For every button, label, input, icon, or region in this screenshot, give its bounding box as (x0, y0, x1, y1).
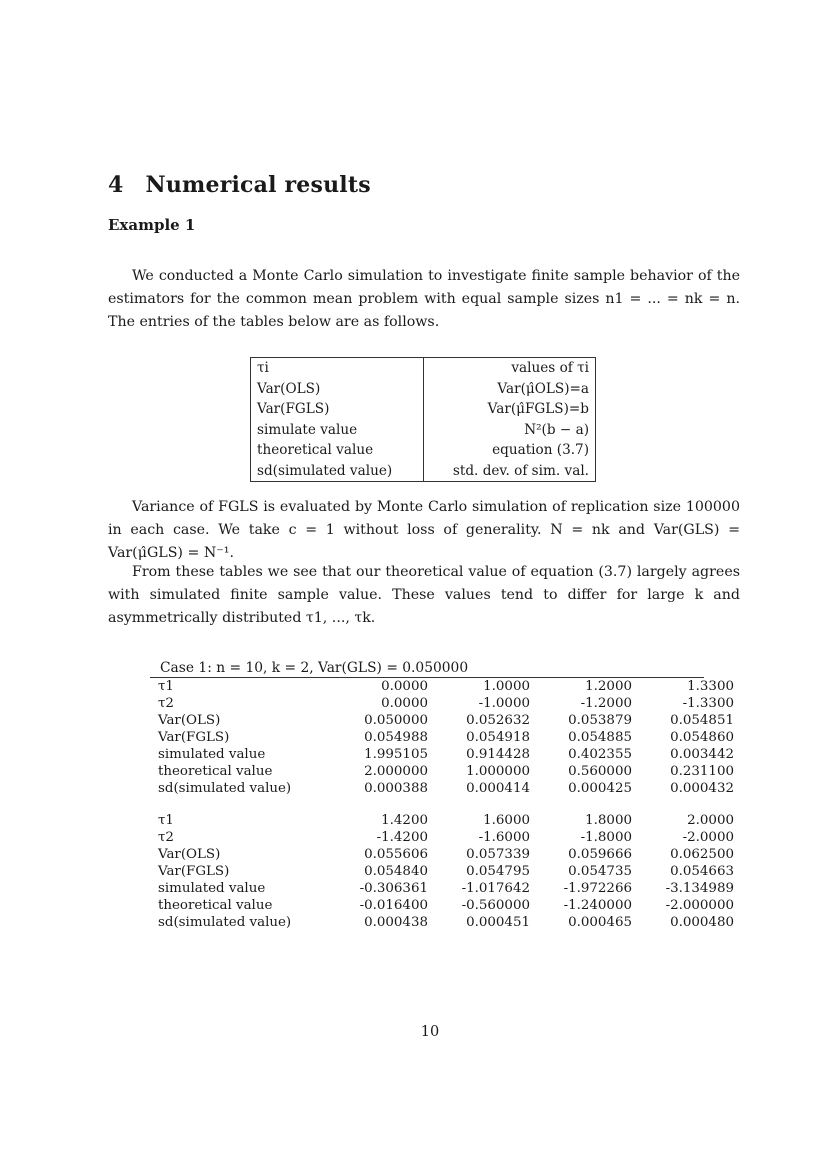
row-label: τ1 (158, 813, 174, 828)
table-cell: -0.016400 (359, 898, 428, 913)
example-heading: Example 1 (108, 216, 196, 234)
table-cell: 0.054918 (466, 730, 530, 745)
table-cell: 1.0000 (483, 679, 530, 694)
legend-description: Var(μ̂FGLS)=b (487, 401, 589, 417)
intro-paragraph: We conducted a Monte Carlo simulation to investigate finite sample behavior of the estimators for the common mean problem with equal sample sizes n1 = ... = nk = n. The entries of the tables below are as follows. (108, 268, 740, 330)
legend-table (250, 357, 596, 482)
legend-row (251, 440, 596, 461)
table-cell: 0.052632 (466, 713, 530, 728)
table-row (158, 846, 734, 863)
table-cell: 0.054840 (364, 864, 428, 879)
table-cell: 0.055606 (364, 847, 428, 862)
row-label: Var(FGLS) (158, 864, 230, 879)
row-label: theoretical value (158, 764, 273, 779)
legend-row (251, 358, 596, 379)
table-cell: 1.2000 (585, 679, 632, 694)
table-cell: 0.054885 (568, 730, 632, 745)
legend-row (251, 399, 596, 420)
table-row (158, 880, 734, 897)
legend-description: std. dev. of sim. val. (452, 462, 589, 479)
table-cell: 2.0000 (687, 813, 734, 828)
row-label: sd(simulated value) (158, 915, 292, 930)
row-label: Var(OLS) (158, 847, 221, 862)
table-cell: -1.0000 (478, 696, 530, 711)
table-row (158, 829, 734, 846)
legend-description: equation (3.7) (492, 442, 589, 458)
table-row (158, 780, 734, 797)
table-cell: -3.134989 (665, 881, 734, 896)
table-cell: 0.560000 (568, 764, 632, 779)
table-cell: -1.3300 (682, 696, 734, 711)
legend-term: τi (251, 358, 424, 379)
legend-description: values of τi (511, 360, 589, 376)
table-cell: -0.306361 (359, 881, 428, 896)
table-cell: 0.0000 (381, 679, 428, 694)
table-row (158, 897, 734, 914)
table-cell: 0.000388 (364, 781, 428, 796)
legend-row (251, 420, 596, 441)
table-cell: -0.560000 (461, 898, 530, 913)
legend-description: Var(μ̂OLS)=a (497, 380, 589, 397)
table-cell: 0.003442 (670, 747, 734, 762)
table-cell: -2.000000 (665, 898, 734, 913)
variance-paragraph: Variance of FGLS is evaluated by Monte Carlo simulation of replication size 100000 in each case. We take c = 1 without loss of generality. N = nk and Var(GLS) = Var(μ̂GLS) = N⁻¹. (108, 499, 740, 561)
legend-term: simulate value (251, 420, 424, 441)
legend-table-body (251, 358, 596, 482)
table-cell: 0.054860 (670, 730, 734, 745)
table-cell: -1.8000 (580, 830, 632, 845)
table-cell: 0.000465 (568, 915, 632, 930)
table-cell: -1.240000 (563, 898, 632, 913)
table-cell: 0.231100 (670, 764, 734, 779)
table-cell: 0.059666 (568, 847, 632, 862)
row-label: Var(OLS) (158, 713, 221, 728)
table-cell: 0.050000 (364, 713, 428, 728)
legend-row (251, 379, 596, 400)
legend-term: Var(FGLS) (251, 399, 424, 420)
legend-term: sd(simulated value) (251, 461, 424, 482)
row-label: τ1 (158, 679, 174, 694)
table-cell: 2.000000 (364, 764, 428, 779)
table-cell: 1.4200 (381, 813, 428, 828)
table-cell: -1.4200 (376, 830, 428, 845)
table-row (158, 746, 734, 763)
table-cell: 0.054663 (670, 864, 734, 879)
table-cell: 0.0000 (381, 696, 428, 711)
table-cell: 1.6000 (483, 813, 530, 828)
table-cell: -1.972266 (563, 881, 632, 896)
table-cell: 1.000000 (466, 764, 530, 779)
table-cell: 1.3300 (687, 679, 734, 694)
row-label: τ2 (158, 696, 174, 711)
row-label: simulated value (158, 747, 266, 762)
table-cell: 0.000432 (670, 781, 734, 796)
table-cell: 0.000480 (670, 915, 734, 930)
table-row (158, 914, 734, 931)
table-cell: 0.000425 (568, 781, 632, 796)
table-row (158, 695, 734, 712)
table-row (158, 763, 734, 780)
table-cell: 0.402355 (568, 747, 632, 762)
table-cell: 0.914428 (466, 747, 530, 762)
case-caption: Case 1: n = 10, k = 2, Var(GLS) = 0.050000 (160, 660, 469, 676)
table-row (158, 712, 734, 729)
table-cell: -2.0000 (682, 830, 734, 845)
table-cell: -1.6000 (478, 830, 530, 845)
table-cell: -1.017642 (461, 881, 530, 896)
row-label: sd(simulated value) (158, 781, 292, 796)
table-row (158, 812, 734, 829)
table-row (158, 863, 734, 880)
table-cell: 0.057339 (466, 847, 530, 862)
legend-row (251, 461, 596, 482)
legend-term: theoretical value (251, 440, 424, 461)
section-title-text: Numerical results (145, 172, 371, 198)
results-block-1 (158, 678, 734, 797)
row-label: simulated value (158, 881, 266, 896)
row-label: τ2 (158, 830, 174, 845)
table-cell: -1.2000 (580, 696, 632, 711)
section-number: 4 (108, 172, 124, 198)
table-cell: 1.995105 (364, 747, 428, 762)
page-number: 10 (420, 1024, 440, 1040)
table-cell: 0.062500 (670, 847, 734, 862)
table-cell: 0.053879 (568, 713, 632, 728)
table-cell: 0.000438 (364, 915, 428, 930)
legend-term: Var(OLS) (251, 379, 424, 400)
section-title (108, 172, 371, 198)
row-label: theoretical value (158, 898, 273, 913)
table-row (158, 729, 734, 746)
conclusion-paragraph: From these tables we see that our theoretical value of equation (3.7) largely agrees with simulated finite sample value. These values tend to differ for large k and asymmetrically distributed τ1, ..., τk. (108, 564, 740, 626)
table-cell: 1.8000 (585, 813, 632, 828)
table-cell: 0.054851 (670, 713, 734, 728)
table-row (158, 678, 734, 695)
results-block-2 (158, 812, 734, 931)
legend-description: N²(b − a) (524, 421, 589, 438)
table-cell: 0.054988 (364, 730, 428, 745)
table-cell: 0.000451 (466, 915, 530, 930)
table-cell: 0.054795 (466, 864, 530, 879)
table-cell: 0.054735 (568, 864, 632, 879)
row-label: Var(FGLS) (158, 730, 230, 745)
table-cell: 0.000414 (466, 781, 530, 796)
